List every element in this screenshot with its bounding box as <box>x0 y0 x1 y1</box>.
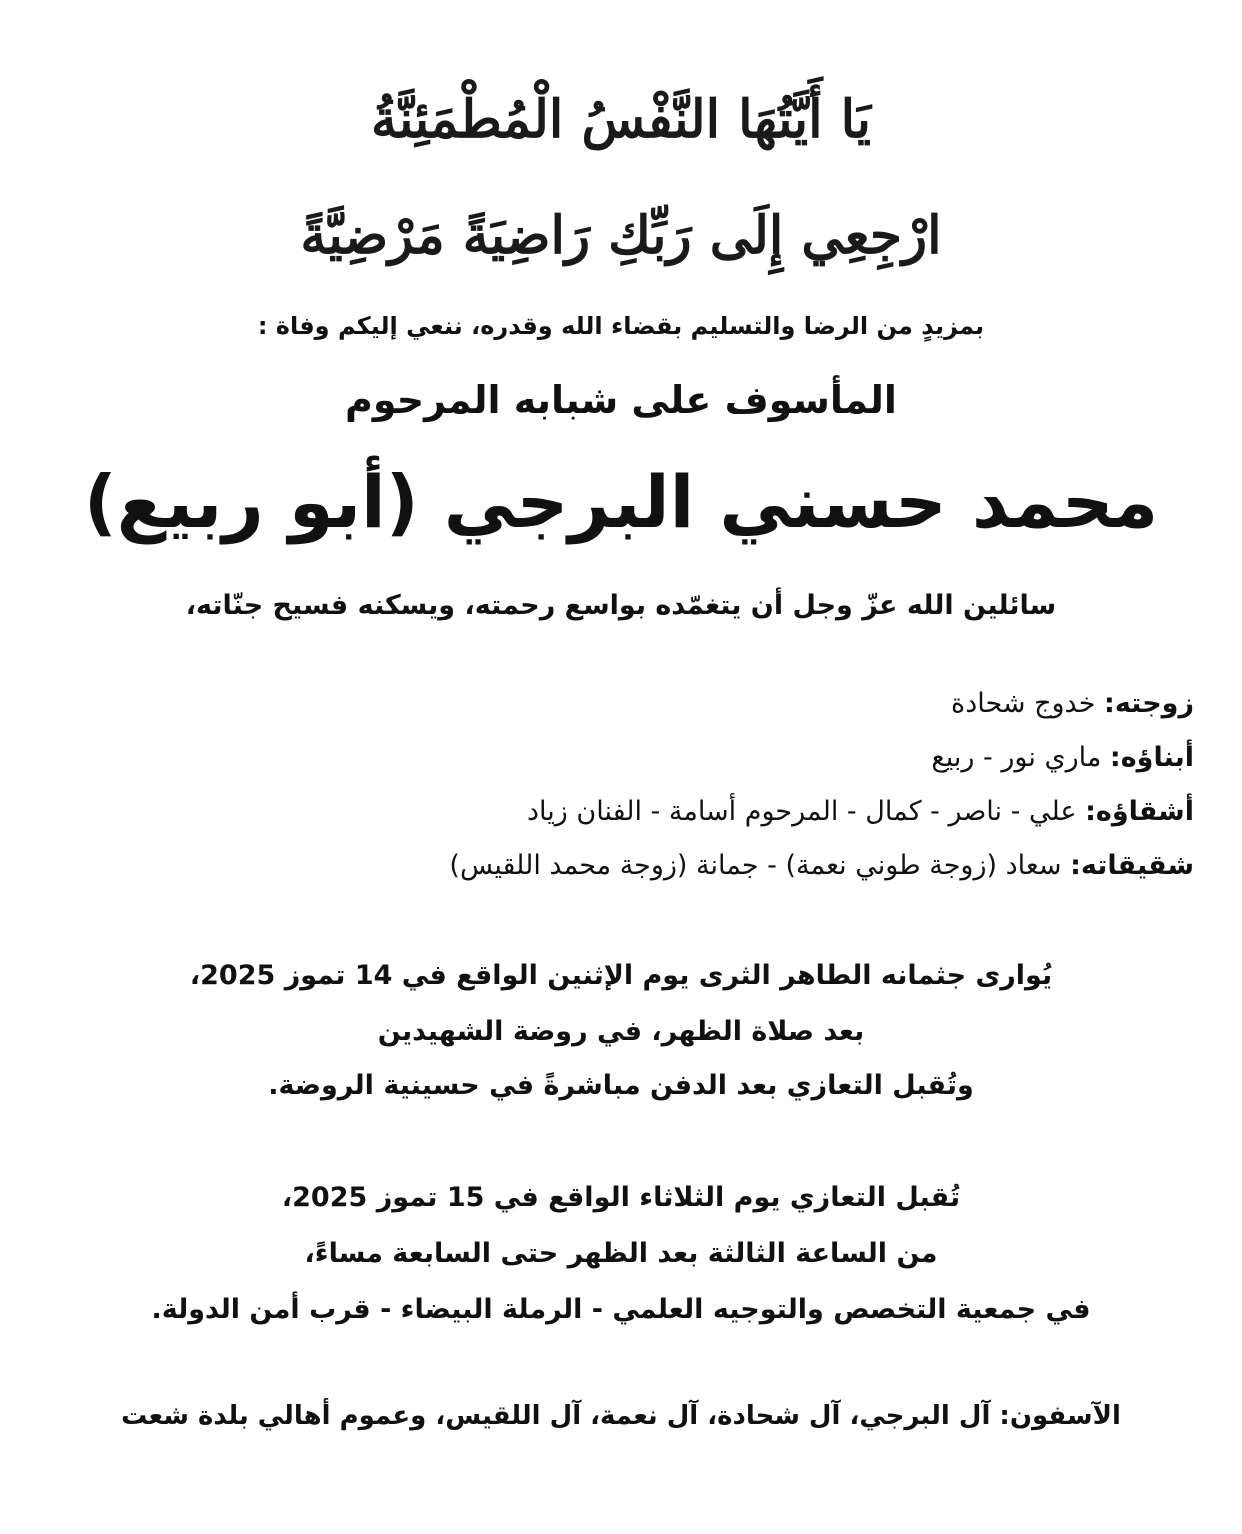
family-row-wife <box>44 682 1194 726</box>
pre-title: المأسوف على شبابه المرحوم <box>345 378 897 422</box>
family-label: أبناؤه: <box>1109 742 1194 773</box>
condolences-line-3: في جمعية التخصص والتوجيه العلمي - الرملة البيضاء - قرب أمن الدولة. <box>151 1294 1091 1325</box>
family-label: شقيقاته: <box>1070 850 1194 881</box>
condolences-line-1: تُقبل التعازي يوم الثلاثاء الواقع في 15 تموز 2025، <box>281 1182 961 1213</box>
quran-verse-line-2: ارْجِعِي إِلَى رَبِّكِ رَاضِيَةً مَرْضِيَّةً <box>300 205 942 266</box>
condolences-line-2: من الساعة الثالثة بعد الظهر حتى السابعة مساءً، <box>304 1238 938 1269</box>
family-row-children <box>44 736 1194 780</box>
family-value: سعاد (زوجة طوني نعمة) - جمانة (زوجة محمد اللقيس) <box>449 850 1062 881</box>
family-value: ماري نور - ربيع <box>931 742 1102 773</box>
funeral-line-2: بعد صلاة الظهر، في روضة الشهيدين <box>377 1016 865 1047</box>
mourners-text: الآسفون: آل البرجي، آل شحادة، آل نعمة، آل اللقيس، وعموم أهالي بلدة شعت <box>121 1401 1121 1431</box>
intro-text: بمزيدٍ من الرضا والتسليم بقضاء الله وقدره، ننعي إليكم وفاة : <box>257 312 985 340</box>
quran-verse-line-1: يَا أَيَّتُهَا النَّفْسُ الْمُطْمَئِنَّةُ <box>371 89 871 150</box>
family-row-sisters <box>44 844 1194 888</box>
funeral-line-3: وتُقبل التعازي بعد الدفن مباشرةً في حسينية الروضة. <box>268 1070 974 1101</box>
family-label: أشقاؤه: <box>1085 796 1194 827</box>
family-label: زوجته: <box>1104 688 1194 719</box>
family-value: علي - ناصر - كمال - المرحوم أسامة - الفنان زياد <box>527 796 1077 827</box>
family-value: خدوج شحادة <box>951 688 1096 719</box>
prayer-text: سائلين الله عزّ وجل أن يتغمّده بواسع رحمته، ويسكنه فسيح جنّاته، <box>185 590 1057 621</box>
funeral-line-1: يُوارى جثمانه الطاهر الثرى يوم الإثنين الواقع في 14 تموز 2025، <box>189 960 1053 991</box>
family-row-brothers <box>44 790 1194 834</box>
deceased-name: محمد حسني البرجي (أبو ربيع) <box>83 460 1159 544</box>
